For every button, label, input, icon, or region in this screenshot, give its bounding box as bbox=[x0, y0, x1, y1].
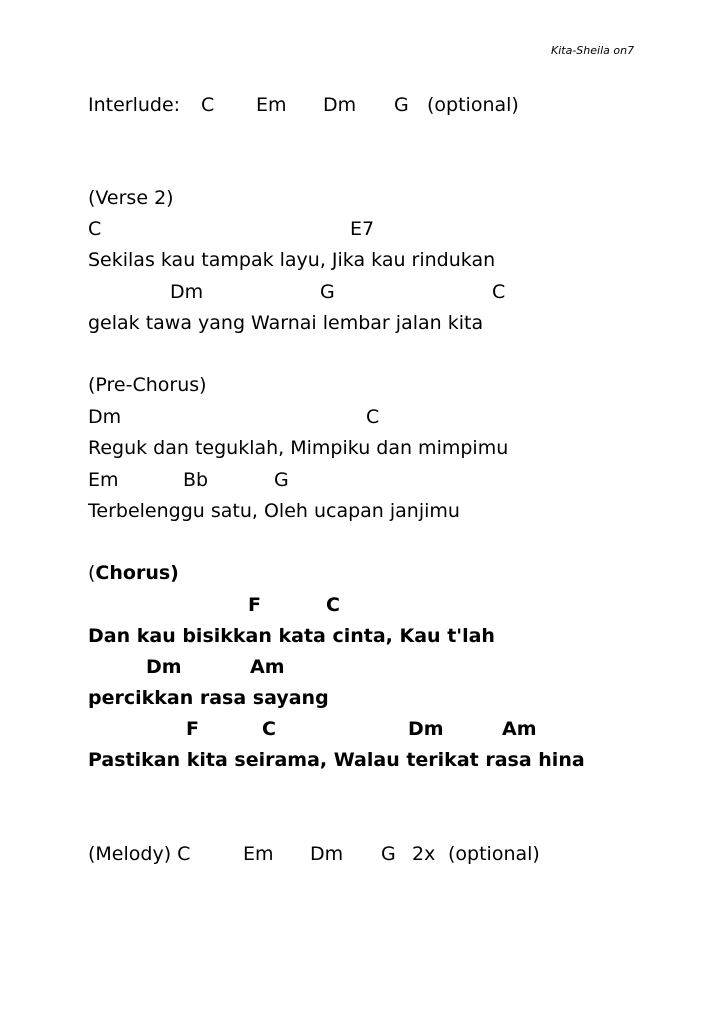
chord-line bbox=[0, 277, 724, 307]
lyric-line bbox=[0, 496, 724, 526]
chord: Dm bbox=[146, 656, 182, 678]
repeat-marker: 2x bbox=[412, 843, 436, 865]
chord: C bbox=[366, 406, 380, 428]
section-heading-paren: ( bbox=[88, 562, 96, 584]
section-heading-pre-chorus bbox=[0, 370, 724, 400]
lyric-line bbox=[0, 683, 724, 713]
chord: C bbox=[88, 218, 102, 240]
chord: Bb bbox=[183, 469, 209, 491]
chord-line bbox=[0, 714, 724, 744]
chord: C bbox=[492, 281, 506, 303]
section-heading-chorus bbox=[0, 558, 724, 588]
lyric-line bbox=[0, 245, 724, 275]
optional-note: (optional) bbox=[448, 843, 540, 865]
chord: C bbox=[326, 594, 340, 616]
lyric-text: Dan kau bisikkan kata cinta, Kau t'lah bbox=[88, 625, 495, 647]
lyric-line bbox=[0, 745, 724, 775]
chord: F bbox=[186, 718, 199, 740]
chord: C bbox=[262, 718, 276, 740]
chord-line bbox=[0, 402, 724, 432]
lyric-line bbox=[0, 621, 724, 651]
section-heading: Chorus) bbox=[95, 562, 179, 584]
lyric-text: Pastikan kita seirama, Walau terikat rasa hina bbox=[88, 749, 585, 771]
chord: G bbox=[274, 469, 289, 491]
melody-label: (Melody) C bbox=[88, 843, 191, 865]
chord: Em bbox=[243, 843, 274, 865]
chord: E7 bbox=[350, 218, 375, 240]
chord-line bbox=[0, 590, 724, 620]
optional-note: (optional) bbox=[427, 94, 519, 116]
chord: Dm bbox=[408, 718, 444, 740]
melody-line bbox=[0, 839, 724, 869]
section-heading: (Verse 2) bbox=[88, 187, 174, 209]
chord: Em bbox=[256, 94, 287, 116]
lyric-text: percikkan rasa sayang bbox=[88, 687, 329, 709]
chord: Em bbox=[88, 469, 119, 491]
chord: F bbox=[248, 594, 261, 616]
section-heading: (Pre-Chorus) bbox=[88, 374, 207, 396]
chord: G bbox=[320, 281, 335, 303]
interlude-line bbox=[0, 90, 724, 120]
lyric-line bbox=[0, 433, 724, 463]
lyric-text: Sekilas kau tampak layu, Jika kau rindukan bbox=[88, 249, 496, 271]
chord-line bbox=[0, 465, 724, 495]
chord: C bbox=[201, 94, 215, 116]
song-title-header: Kita-Sheila on7 bbox=[551, 44, 635, 57]
chord: G bbox=[394, 94, 409, 116]
lyric-text: Terbelenggu satu, Oleh ucapan janjimu bbox=[88, 500, 460, 522]
chord: Am bbox=[250, 656, 285, 678]
chord: Dm bbox=[310, 843, 344, 865]
chord: Am bbox=[502, 718, 537, 740]
chord-line bbox=[0, 652, 724, 682]
chord: Dm bbox=[323, 94, 357, 116]
chord: Dm bbox=[170, 281, 204, 303]
lyric-line bbox=[0, 308, 724, 338]
chord: G bbox=[381, 843, 396, 865]
chord-line bbox=[0, 214, 724, 244]
chord: Dm bbox=[88, 406, 122, 428]
section-heading-verse-2 bbox=[0, 183, 724, 213]
lyric-text: gelak tawa yang Warnai lembar jalan kita bbox=[88, 312, 484, 334]
interlude-label: Interlude: bbox=[88, 94, 181, 116]
lyric-text: Reguk dan teguklah, Mimpiku dan mimpimu bbox=[88, 437, 509, 459]
